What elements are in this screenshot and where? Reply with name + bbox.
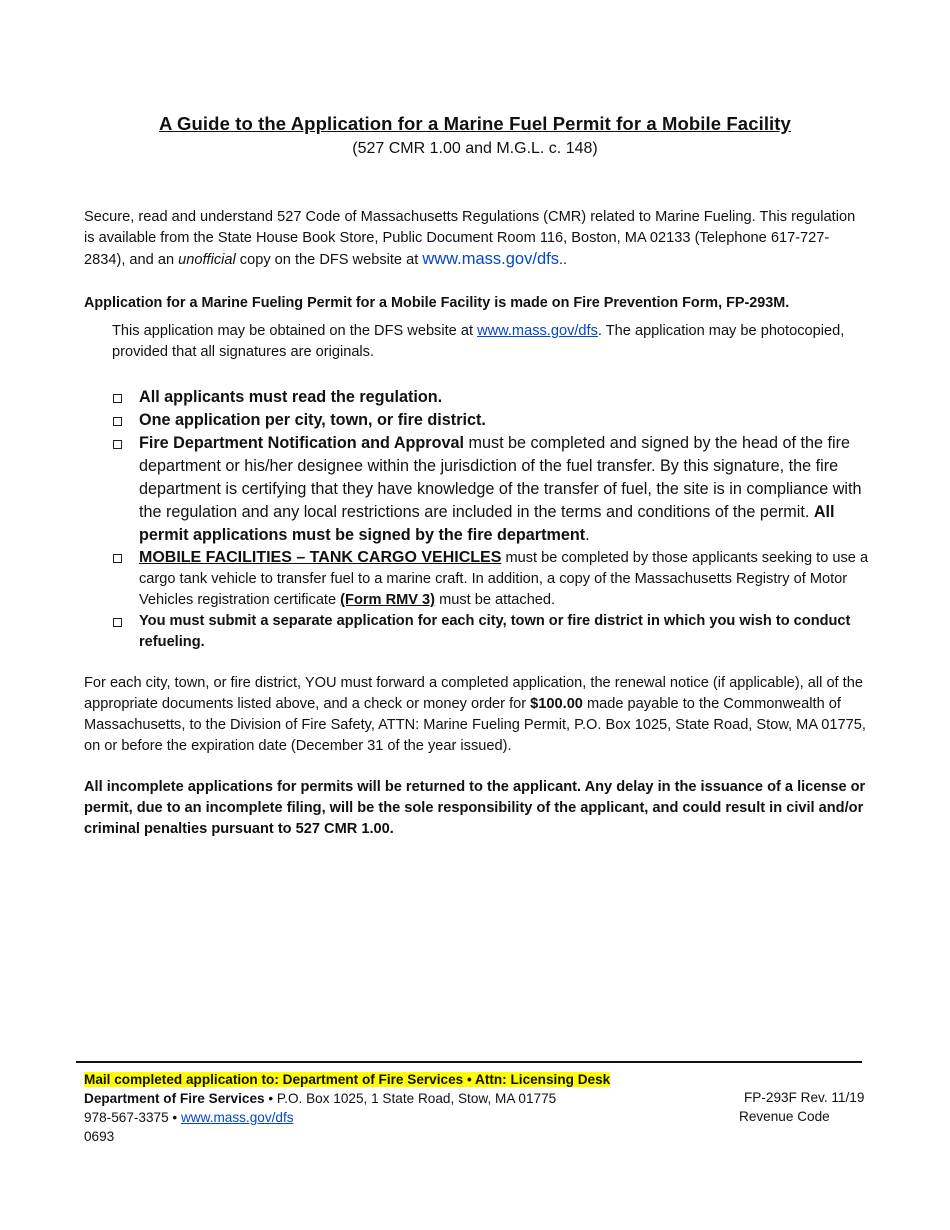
bullet-text: . xyxy=(585,526,590,544)
list-item xyxy=(111,386,871,409)
footer-dfs-link[interactable]: www.mass.gov/dfs xyxy=(180,1110,294,1125)
page-subtitle: (527 CMR 1.00 and M.G.L. c. 148) xyxy=(352,140,598,157)
forward-text-2: made payable to the Commonwealth of Massachusetts, to the Division of Fire Safety, ATTN: Marine Fueling Permit, P.O. Box 1025, State Road, Stow, MA 01775, on or before the expiration date (December 31 of the year issued). xyxy=(84,696,866,754)
obtain-paragraph xyxy=(112,321,852,363)
bullet-bold-text: All permit applications must be signed by the fire department xyxy=(139,503,835,544)
footer xyxy=(84,1070,874,1146)
forward-text: For each city, town, or fire district, YOU must forward a completed application, the renewal notice (if applicable), all of the appropriate documents listed above, and a check or money order for xyxy=(84,675,863,712)
intro-text-3: .. xyxy=(558,252,568,268)
form-rmv3-label: (Form RMV 3) xyxy=(340,592,436,608)
list-item xyxy=(111,547,871,611)
intro-italic: unofficial xyxy=(178,252,236,268)
form-revision: FP-293F Rev. 11/19 xyxy=(744,1090,865,1105)
bullet-bold-text: Fire Department Notification and Approval xyxy=(139,434,464,452)
checkbox-bullet-icon xyxy=(113,394,122,403)
list-item xyxy=(111,611,871,653)
list-item xyxy=(111,432,871,547)
dfs-website-link-2[interactable]: www.mass.gov/dfs xyxy=(477,323,598,339)
revenue-code-number: 0693 xyxy=(84,1129,115,1144)
bullet-text: All applicants must read the regulation. xyxy=(139,388,443,406)
obtain-text: This application may be obtained on the DFS website at xyxy=(112,323,478,339)
obtain-text-2: . The application may be photocopied, provided that all signatures are originals. xyxy=(112,323,845,360)
dfs-website-link[interactable]: www.mass.gov/dfs xyxy=(422,250,559,268)
revenue-code-label: Revenue Code xyxy=(739,1109,830,1124)
department-name: Department of Fire Services xyxy=(84,1091,265,1106)
bullet-text: must be completed by those applicants seeking to use a cargo tank vehicle to transfer fuel to a marine craft. In addition, a copy of the Massachusetts Registry of Motor Vehicles registration certificate xyxy=(139,550,869,608)
intro-text: Secure, read and understand 527 Code of Massachusetts Regulations (CMR) related to Marine Fueling. This regulation is available from the State House Book Store, Public Document Room 116, Boston, MA 02133 (Telephone 617-727-2834), and an xyxy=(84,209,856,268)
fee-amount: $100.00 xyxy=(530,696,583,712)
bullet-text: must be completed and signed by the head of the fire department or his/her designee within the jurisdiction of the fuel transfer. By this signature, the fire department is certifying that they have knowledge of the transfer of fuel, the site is in compliance with the regulation and any local restrictions are included in the terms and conditions of the permit. xyxy=(139,434,862,521)
application-heading: Application for a Marine Fueling Permit for a Mobile Facility is made on Fire Prevention Form, FP-293M. xyxy=(84,295,790,311)
department-phone: 978-567-3375 • xyxy=(84,1110,181,1125)
requirements-list xyxy=(111,386,871,653)
checkbox-bullet-icon xyxy=(113,554,122,563)
mail-instruction: Mail completed application to: Department of Fire Services • Attn: Licensing Desk xyxy=(84,1072,611,1087)
checkbox-bullet-icon xyxy=(113,417,122,426)
footer-divider xyxy=(76,1061,862,1063)
checkbox-bullet-icon xyxy=(113,618,122,627)
page-title: A Guide to the Application for a Marine Fuel Permit for a Mobile Facility xyxy=(159,113,791,134)
bullet-text: You must submit a separate application for each city, town or fire district in which you wish to conduct refueling. xyxy=(139,613,851,650)
intro-paragraph xyxy=(84,207,869,271)
bullet-text: must be attached. xyxy=(435,592,556,608)
department-address: • P.O. Box 1025, 1 State Road, Stow, MA 01775 xyxy=(264,1091,557,1106)
forward-paragraph xyxy=(84,673,869,757)
bullet-text: One application per city, town, or fire district. xyxy=(139,411,486,429)
incomplete-warning: All incomplete applications for permits will be returned to the applicant. Any delay in the issuance of a license or permit, due to an incomplete filing, will be the sole responsibility of the applicant, and could result in civil and/or criminal penalties pursuant to 527 CMR 1.00. xyxy=(84,779,866,837)
checkbox-bullet-icon xyxy=(113,440,122,449)
intro-text-2: copy on the DFS website at xyxy=(235,252,423,268)
bullet-bold-text: MOBILE FACILITIES – TANK CARGO VEHICLES xyxy=(139,549,502,566)
list-item xyxy=(111,409,871,432)
